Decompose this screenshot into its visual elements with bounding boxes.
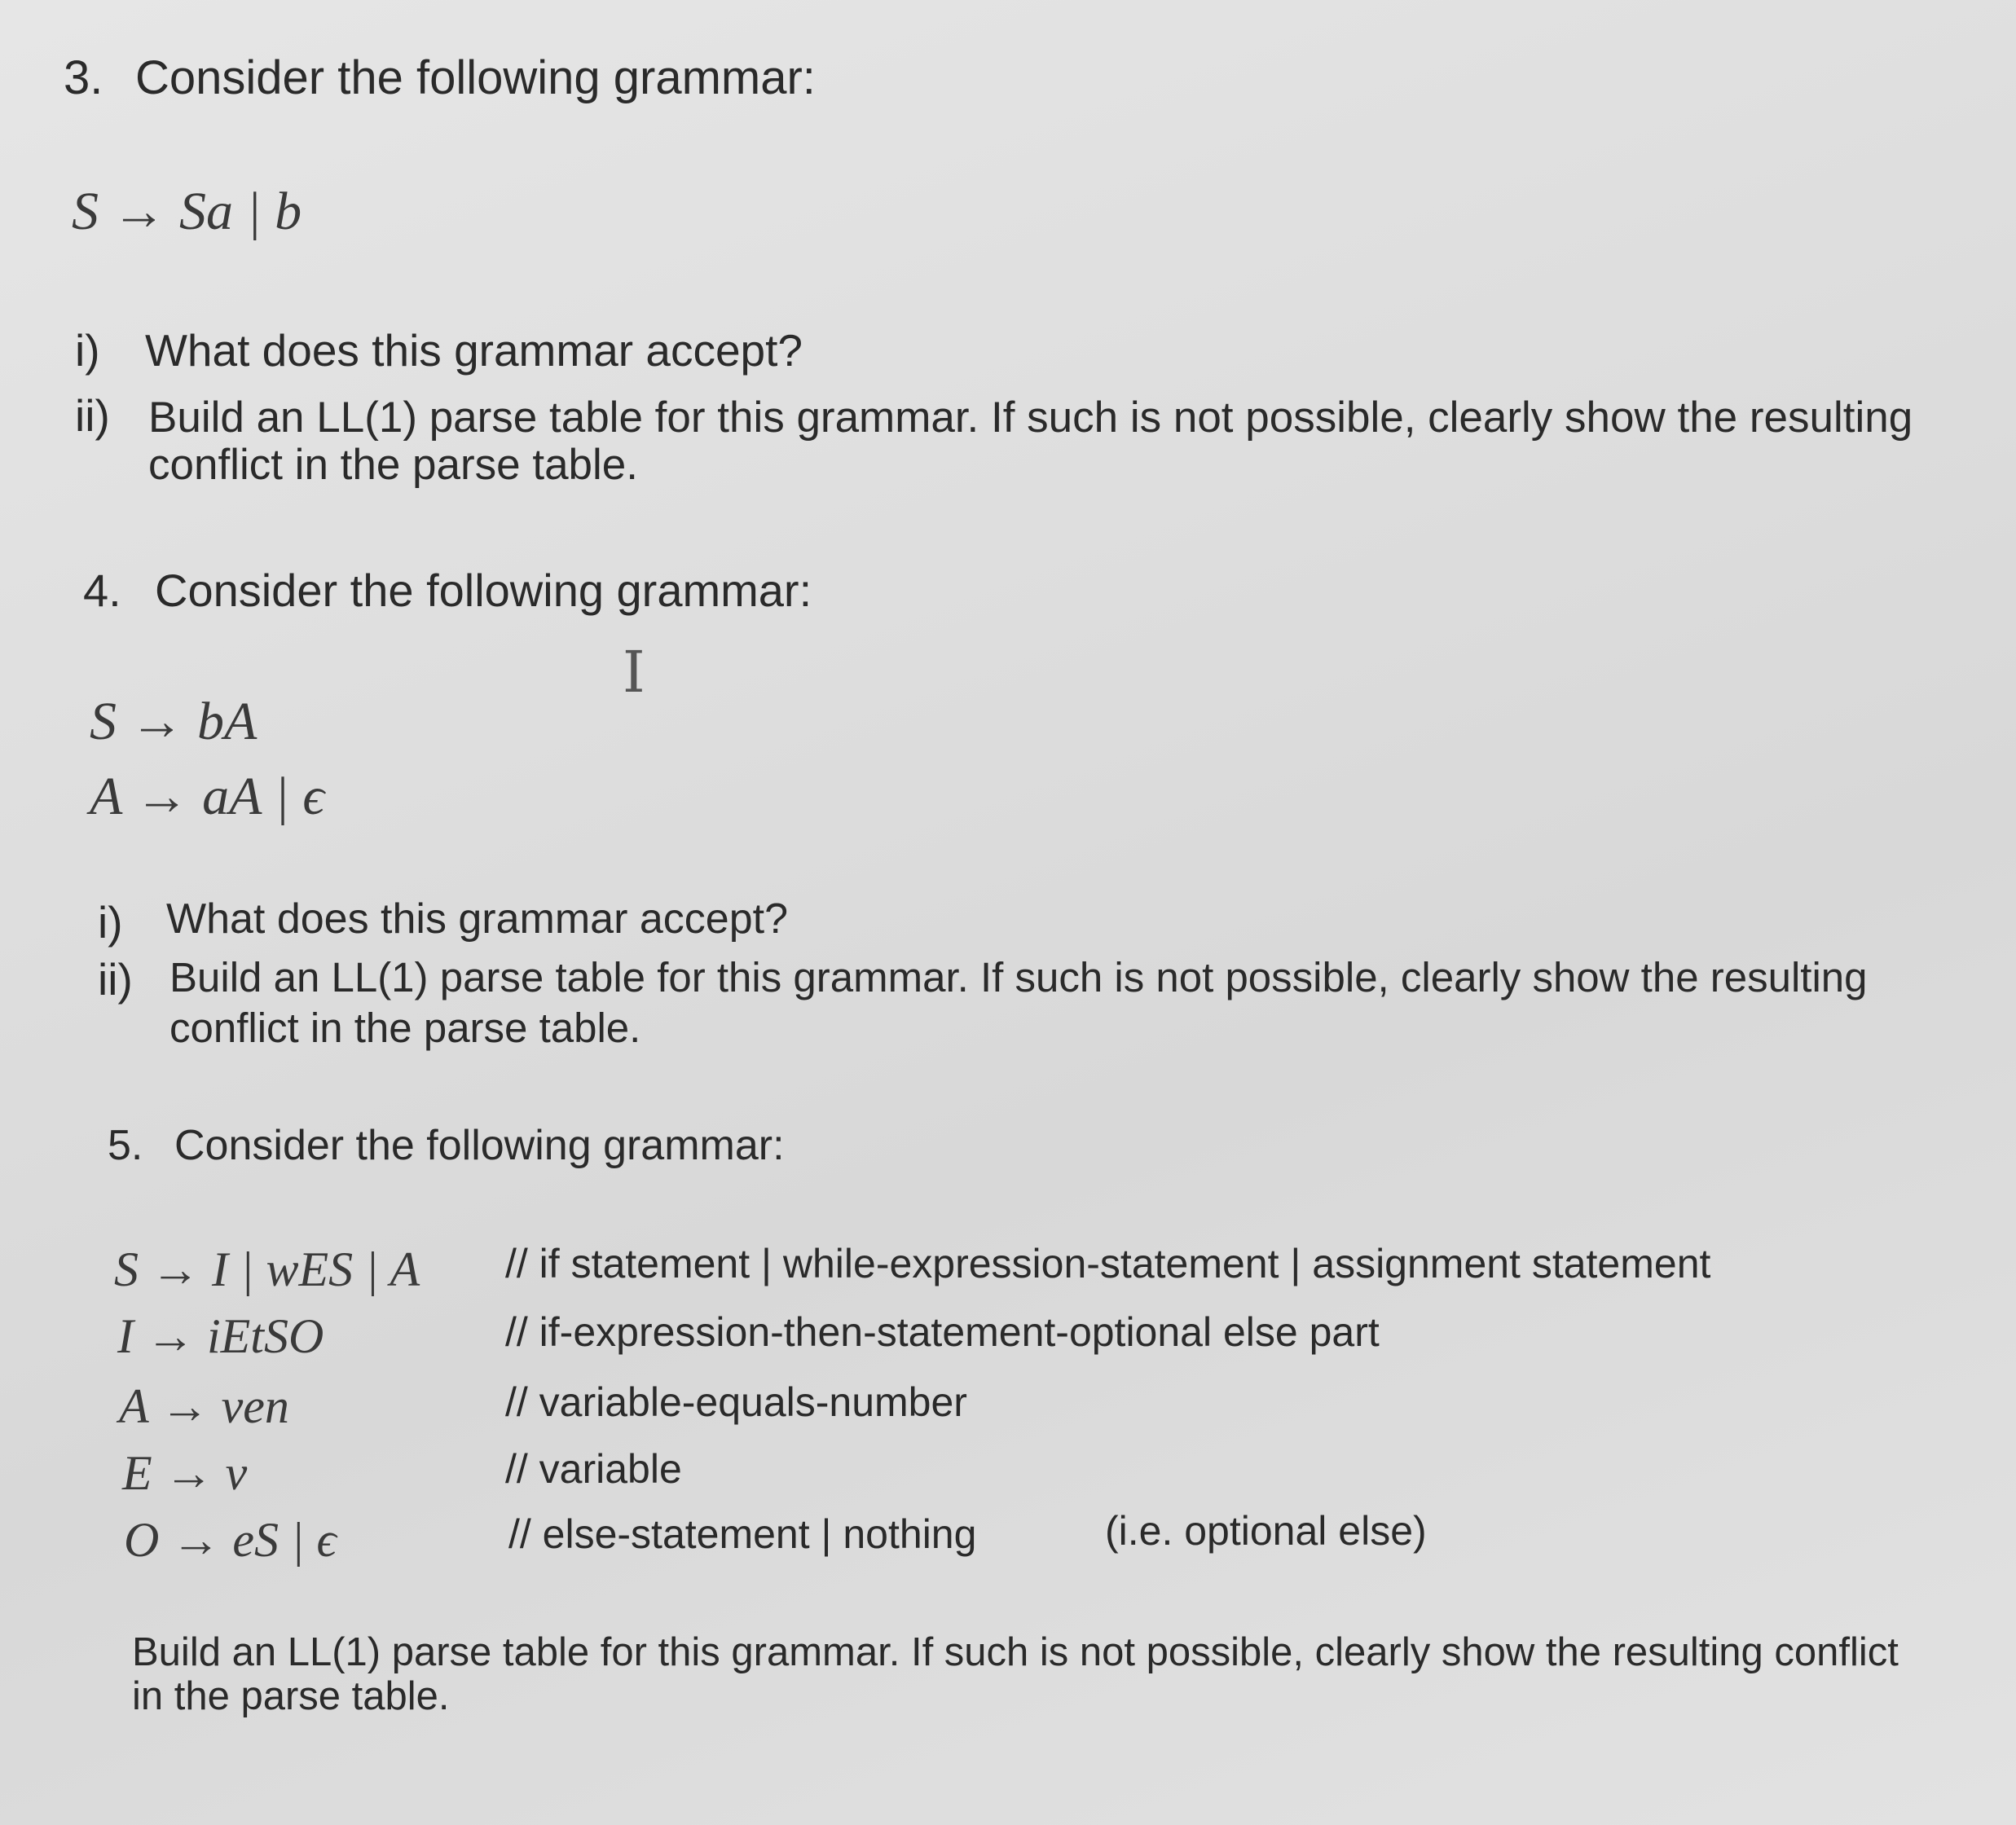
q5-footer-line-2: in the parse table. bbox=[132, 1674, 450, 1718]
q3-heading: 3. Consider the following grammar: bbox=[64, 51, 816, 104]
q5-rule-1: S → I | wES | A bbox=[114, 1242, 420, 1296]
q5-footer-line-1: Build an LL(1) parse table for this grammar. If such is not possible, clearly show the resulting conflict bbox=[132, 1630, 1899, 1674]
q5-rule-2: I → iEtSO bbox=[117, 1309, 324, 1363]
q4-part-i-label: i) bbox=[98, 897, 123, 948]
q5-comment-1: // if statement | while-expression-statement | assignment statement bbox=[505, 1241, 1711, 1286]
q5-comment-3: // variable-equals-number bbox=[505, 1379, 967, 1425]
q4-heading: 4. Consider the following grammar: bbox=[83, 565, 812, 616]
q3-part-i-label: i) bbox=[75, 325, 100, 376]
q5-comment-2: // if-expression-then-statement-optional else part bbox=[505, 1309, 1380, 1355]
q5-heading: 5. Consider the following grammar: bbox=[108, 1122, 785, 1169]
q5-rule-4: E → v bbox=[122, 1446, 248, 1500]
q4-part-ii-label: ii) bbox=[98, 954, 133, 1005]
q5-comment-5-note: (i.e. optional else) bbox=[1105, 1508, 1427, 1554]
q4-part-ii-cont: conflict in the parse table. bbox=[169, 1005, 641, 1051]
q3-part-i-text: What does this grammar accept? bbox=[145, 325, 803, 376]
q3-number: 3. bbox=[64, 51, 103, 104]
q3-part-ii-cont: conflict in the parse table. bbox=[148, 441, 639, 489]
q3-part-ii-text: Build an LL(1) parse table for this grammar. If such is not possible, clearly show the resulting bbox=[148, 394, 1913, 442]
q5-rule-5: O → eS | ϵ bbox=[124, 1513, 337, 1567]
q4-number: 4. bbox=[83, 565, 121, 616]
q3-grammar-rule-1: S → Sa | b bbox=[72, 182, 302, 241]
q5-comment-5: // else-statement | nothing bbox=[508, 1511, 977, 1557]
q4-part-i-text: What does this grammar accept? bbox=[166, 895, 788, 943]
q5-number: 5. bbox=[108, 1122, 143, 1169]
text-cursor-icon: I bbox=[623, 639, 645, 706]
q5-comment-4: // variable bbox=[505, 1446, 682, 1492]
q4-grammar-rule-2: A → aA | ϵ bbox=[90, 767, 324, 826]
q5-rule-3: A → ven bbox=[119, 1379, 289, 1433]
q4-part-ii-text: Build an LL(1) parse table for this grammar. If such is not possible, clearly show the resulting bbox=[169, 954, 1868, 1000]
q3-part-ii-label: ii) bbox=[75, 390, 110, 441]
q4-grammar-rule-1: S → bA bbox=[90, 692, 258, 751]
